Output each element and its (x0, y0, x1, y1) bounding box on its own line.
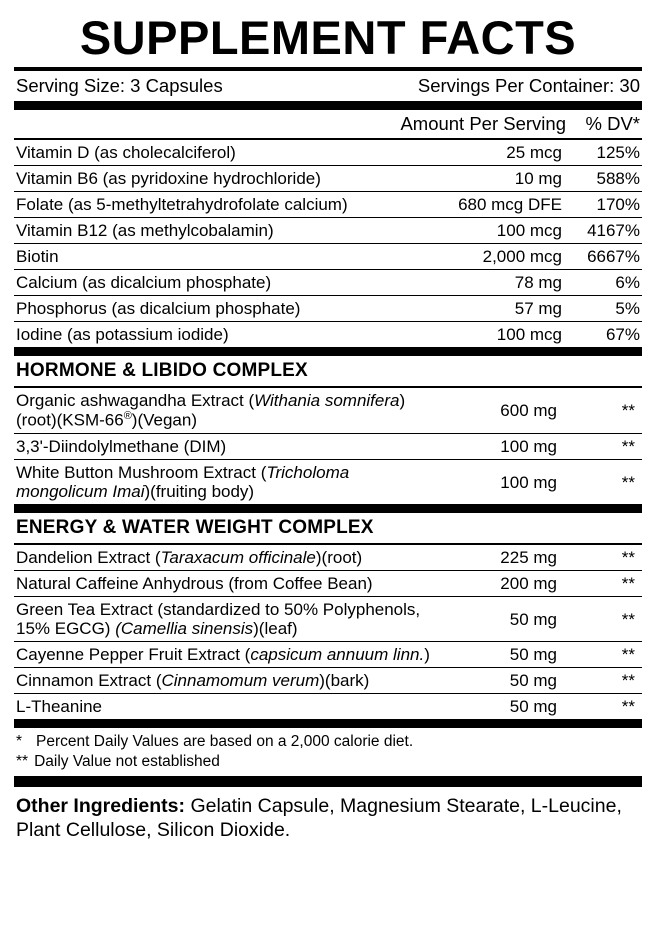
divider-under-serving (14, 101, 642, 110)
footnote-not-established (16, 752, 640, 772)
servings-per-container: Servings Per Container: 30 (417, 75, 640, 96)
ingredient-amount: 600 mg (437, 388, 559, 433)
table-row (14, 192, 642, 218)
table-row (14, 545, 642, 571)
footnote-daily-values (16, 732, 640, 752)
ingredient-name: Dandelion Extract (Taraxacum officinale)(root) (14, 545, 437, 571)
table-row (14, 460, 642, 505)
divider-above-energy-complex (14, 504, 642, 513)
ingredient-name: Iodine (as potassium iodide) (16, 325, 229, 345)
vitamins-table (14, 140, 642, 347)
ingredient-name: White Button Mushroom Extract (Tricholoma mongolicum Imai)(fruiting body) (16, 463, 350, 502)
ingredient-amount: 2,000 mcg (442, 244, 564, 270)
amount-per-serving-header: Amount Per Serving (400, 113, 566, 134)
ingredient-amount: 100 mcg (442, 218, 564, 244)
ingredient-name: Natural Caffeine Anhydrous (from Coffee Bean) (14, 571, 437, 597)
ingredient-daily-value: ** (559, 668, 642, 694)
ingredient-daily-value: ** (559, 642, 642, 668)
ingredient-name: Organic ashwagandha Extract (Withania somnifera)(root)(KSM-66®)(Vegan) (14, 388, 437, 433)
footnote-marker-double: ** (16, 753, 29, 771)
serving-size: Serving Size: 3 Capsules (16, 75, 223, 96)
footnotes (14, 728, 642, 776)
ingredient-name: Biotin (14, 244, 442, 270)
ingredient-daily-value: ** (621, 472, 635, 492)
ingredient-daily-value: 588% (564, 166, 642, 192)
ingredient-amount: 225 mg (437, 545, 559, 571)
ingredient-daily-value: 67% (605, 325, 640, 345)
ingredient-daily-value: 125% (564, 140, 642, 166)
ingredient-daily-value: 4167% (564, 218, 642, 244)
ingredient-name: Green Tea Extract (standardized to 50% Polyphenols, 15% EGCG) (Camellia sinensis)(leaf) (14, 597, 437, 642)
ingredient-name: Vitamin B6 (as pyridoxine hydrochloride) (14, 166, 442, 192)
ingredient-name: Vitamin B12 (as methylcobalamin) (14, 218, 442, 244)
table-row (14, 597, 642, 642)
ingredient-amount: 78 mg (442, 270, 564, 296)
ingredient-daily-value: 6667% (564, 244, 642, 270)
ingredient-daily-value: 6% (564, 270, 642, 296)
table-row (14, 140, 642, 166)
ingredient-amount: 100 mg (500, 472, 557, 492)
table-row (14, 166, 642, 192)
ingredient-amount: 100 mcg (496, 325, 562, 345)
ingredient-name: L-Theanine (16, 697, 103, 717)
table-row (14, 668, 642, 694)
table-row (14, 218, 642, 244)
column-headers-row (14, 110, 642, 138)
ingredient-amount: 50 mg (437, 642, 559, 668)
footnote-text-single: Percent Daily Values are based on a 2,000 calorie diet. (36, 733, 414, 751)
ingredient-daily-value: ** (559, 388, 642, 433)
page-title: SUPPLEMENT FACTS (79, 11, 577, 64)
ingredient-daily-value: ** (559, 433, 642, 459)
divider-above-hormone-complex (14, 347, 642, 356)
hormone-complex-table (14, 388, 642, 504)
other-ingredients-text: Gelatin Capsule, Magnesium Stearate, L-Leucine, Plant Cellulose, Silicon Dioxide. (16, 794, 622, 842)
ingredient-amount: 57 mg (442, 296, 564, 322)
ingredient-name: Vitamin D (as cholecalciferol) (14, 140, 442, 166)
ingredient-amount: 50 mg (509, 697, 557, 717)
ingredient-name: Phosphorus (as dicalcium phosphate) (14, 296, 442, 322)
ingredient-amount: 200 mg (437, 571, 559, 597)
ingredient-amount: 25 mcg (442, 140, 564, 166)
footnote-text-double: Daily Value not established (34, 753, 220, 771)
serving-info-row (14, 71, 642, 101)
ingredient-amount: 10 mg (442, 166, 564, 192)
table-row (14, 388, 642, 433)
ingredient-daily-value: ** (559, 545, 642, 571)
table-row (14, 571, 642, 597)
ingredient-amount: 50 mg (437, 597, 559, 642)
ingredient-name: Cayenne Pepper Fruit Extract (capsicum annuum linn.) (14, 642, 437, 668)
ingredient-daily-value: 170% (564, 192, 642, 218)
ingredient-daily-value: ** (559, 571, 642, 597)
percent-dv-header: % DV* (585, 113, 640, 134)
table-row (14, 694, 642, 720)
ingredient-amount: 100 mg (437, 433, 559, 459)
ingredient-daily-value: 5% (564, 296, 642, 322)
table-row (14, 322, 642, 348)
ingredient-amount: 680 mcg DFE (442, 192, 564, 218)
ingredient-name: Calcium (as dicalcium phosphate) (14, 270, 442, 296)
footnote-marker-single: * (16, 733, 23, 751)
ingredient-daily-value: ** (621, 697, 635, 717)
hormone-complex-heading: HORMONE & LIBIDO COMPLEX (16, 360, 308, 382)
table-row (14, 270, 642, 296)
ingredient-daily-value: ** (559, 597, 642, 642)
table-row (14, 244, 642, 270)
energy-complex-table (14, 545, 642, 719)
divider-above-footnotes (14, 719, 642, 728)
table-row (14, 296, 642, 322)
table-row (14, 433, 642, 459)
divider-above-other-ingredients (14, 776, 642, 787)
table-row (14, 642, 642, 668)
other-ingredients (14, 787, 642, 847)
energy-complex-heading: ENERGY & WATER WEIGHT COMPLEX (16, 517, 374, 539)
ingredient-name: 3,3'-Diindolylmethane (DIM) (14, 433, 437, 459)
ingredient-name: Cinnamon Extract (Cinnamomum verum)(bark) (14, 668, 437, 694)
ingredient-amount: 50 mg (437, 668, 559, 694)
ingredient-name: Folate (as 5-methyltetrahydrofolate calcium) (14, 192, 442, 218)
other-ingredients-label: Other Ingredients: (16, 794, 186, 817)
